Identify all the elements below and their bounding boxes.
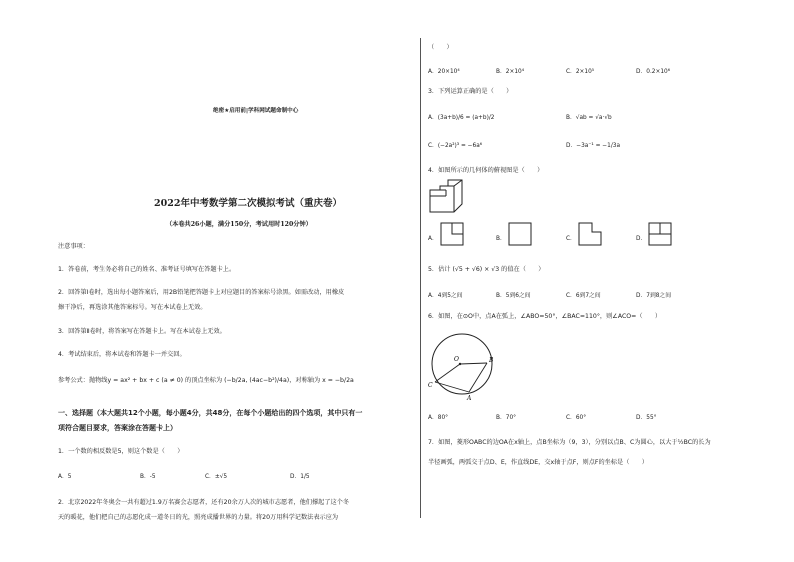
label-c: C — [428, 382, 433, 389]
watermark-header: 绝密★启用前|学科网试题命制中心 — [213, 108, 299, 114]
q3-option-c[interactable]: C．(−2a²)³ = −6a⁶ — [428, 143, 483, 149]
q5-option-a[interactable]: A．4到5之间 — [428, 293, 463, 299]
q1-option-b[interactable]: B．-5 — [140, 474, 156, 480]
q1-option-c[interactable]: C．±√5 — [205, 474, 228, 480]
section1-heading: 一、选择题（本大题共12个小题，每小题4分，共48分，在每个小题给出的四个选项，其中只有一 — [58, 409, 363, 417]
column-divider — [420, 38, 421, 518]
reference-formula: 参考公式：抛物线y = ax² + bx + c (a ≠ 0) 的顶点坐标为 (−b/2a, (4ac−b²)/4a)，对称轴为 x = −b/2a — [58, 377, 354, 384]
q6-stem: 6．如图，在⊙O中，点A在弧上，∠ABO=50°，∠BAC=110°，则∠ACO=（ ） — [428, 313, 662, 320]
q7-line1: 7．如图，菱形OABC的边OA在x轴上，点B坐标为（9，3），分别以点B、C为圆心，以大于½BC的长为 — [428, 439, 711, 446]
top-view-b-icon — [508, 222, 532, 246]
q2-option-d[interactable]: D．0.2×10⁶ — [636, 69, 671, 75]
q2-option-c[interactable]: C．2×10⁵ — [566, 69, 595, 75]
q5-option-b[interactable]: B．5到6之间 — [496, 293, 531, 299]
circle-figure — [424, 326, 500, 402]
q2-line2: 天的暖花，他们把自己的志愿化成一道冬日的光，照亮成播世界的力量。将20万用科学记数法表示应为 — [58, 514, 339, 521]
note-item-3: 3．回答第Ⅱ卷时，将答案写在答题卡上。写在本试卷上无效。 — [58, 328, 226, 335]
q5-stem: 5．估计 (√5 + √6) × √3 的值在（ ） — [428, 266, 545, 273]
exam-title: 2022年中考数学第二次模拟考试（重庆卷） — [154, 198, 342, 209]
q3-option-a[interactable]: A．(3a+b)/6 = (a+b)/2 — [428, 115, 495, 121]
q5-option-c[interactable]: C．6到7之间 — [566, 293, 601, 299]
q2-cont: （ ） — [428, 44, 453, 51]
exam-subtitle: （本卷共26小题，满分150分，考试用时120分钟） — [166, 221, 312, 228]
q2-option-a[interactable]: A．20×10⁴ — [428, 69, 460, 75]
q1-option-d[interactable]: D．1/5 — [290, 474, 310, 480]
q6-option-d[interactable]: D．55° — [636, 415, 657, 421]
label-o: O — [454, 356, 459, 363]
q1-stem: 1．一个数的相反数是5，则这个数是（ ） — [58, 448, 184, 455]
q4-stem: 4．如图所示的几何体的俯视图是（ ） — [428, 167, 544, 174]
notes-heading: 注意事项： — [58, 243, 89, 250]
q2-line1: 2．北京2022年冬奥会一共有超过1.9万名赛会志愿者，还有20余万人次的城市志愿者，他们撑起了这个冬 — [58, 499, 350, 506]
q6-option-c[interactable]: C．60° — [566, 415, 587, 421]
label-b: B — [489, 357, 494, 364]
q2-option-b[interactable]: B．2×10⁴ — [496, 69, 525, 75]
q5-option-d[interactable]: D．7到8之间 — [636, 293, 672, 299]
solid-figure — [428, 178, 464, 214]
q4-option-c[interactable]: C． — [566, 236, 576, 242]
q1-option-a[interactable]: A．5 — [58, 474, 72, 480]
q3-stem: 3．下列运算正确的是（ ） — [428, 88, 513, 95]
note-item-2: 2．回答第Ⅰ卷时，选出每小题答案后，用2B铅笔把答题卡上对应题目的答案标号涂黑。如需改动，用橡皮 — [58, 289, 345, 296]
q7-line2: 半径画弧，两弧交于点D、E，作直线DE，交x轴于点F，则点F的坐标是（ ） — [428, 459, 648, 466]
top-view-c-icon — [578, 222, 602, 246]
top-view-a-icon — [440, 222, 464, 246]
q4-option-d[interactable]: D． — [636, 236, 647, 242]
q3-option-b[interactable]: B．√ab = √a·√b — [566, 115, 612, 121]
section1-heading-cont: 项符合题目要求，答案涂在答题卡上） — [58, 424, 177, 432]
note-item-4: 4．考试结束后，将本试卷和答题卡一并交回。 — [58, 351, 186, 358]
q4-option-a[interactable]: A． — [428, 236, 438, 242]
label-a: A — [467, 395, 472, 402]
note-item-2-cont: 擦干净后，再选涂其他答案标号。写在本试卷上无效。 — [58, 304, 207, 311]
q3-option-d[interactable]: D．−3a⁻¹ = −1/3a — [566, 143, 621, 149]
q4-option-b[interactable]: B． — [496, 236, 506, 242]
q6-option-b[interactable]: B．70° — [496, 415, 517, 421]
q6-option-a[interactable]: A．80° — [428, 415, 449, 421]
note-item-1: 1．答卷前，考生务必将自己的姓名、准考证号填写在答题卡上。 — [58, 266, 236, 273]
top-view-d-icon — [648, 222, 672, 246]
